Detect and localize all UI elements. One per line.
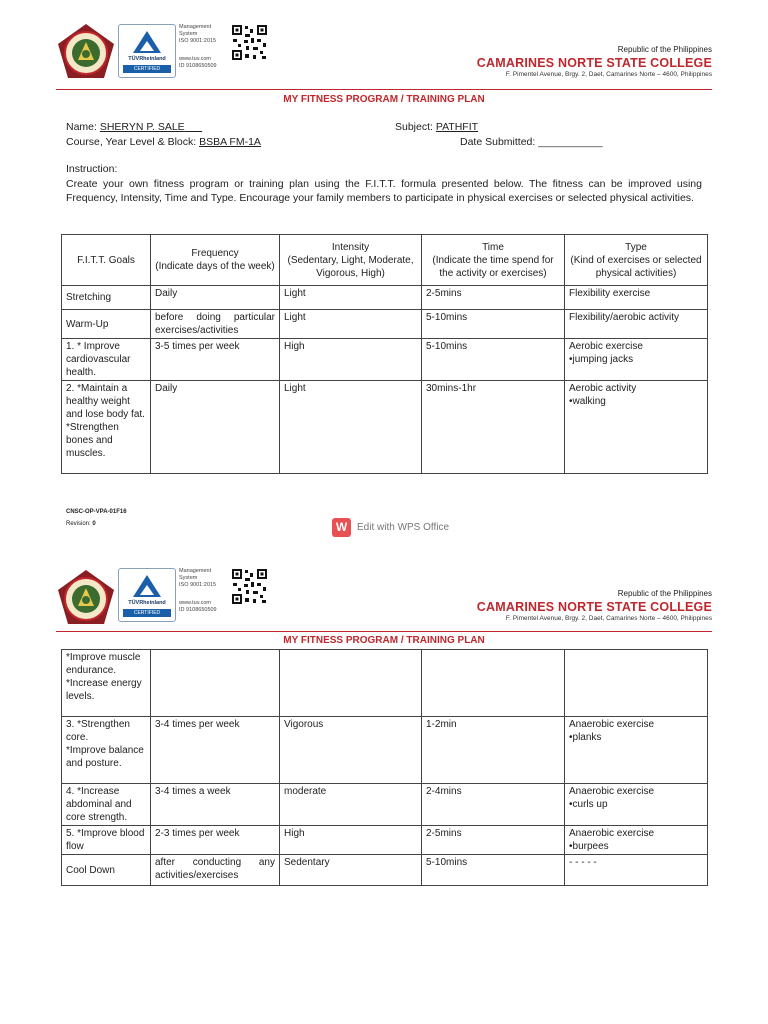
header-intensity: Intensity (Sedentary, Light, Moderate, Vigorous, High) (280, 235, 422, 286)
fitt-table-page2 (61, 649, 708, 886)
header-divider (56, 631, 712, 632)
college-seal-logo (55, 568, 117, 628)
college-header (477, 45, 712, 78)
edit-with-wps-link[interactable] (332, 518, 449, 537)
table-row: 2. *Maintain a healthy weight and lose body fat. *Strengthen bones and muscles. Daily Light 30mins-1hr Aerobic activity •walking (62, 381, 708, 474)
management-system-text: Management System ISO 9001:2015 www.tuv.com ID 9108650509 (179, 24, 217, 69)
tuv-brand: TÜVRheinland (128, 56, 166, 62)
fitt-table-page1 (61, 234, 708, 474)
date-value: ___________ (538, 136, 603, 148)
course-value: BSBA FM-1A (199, 136, 261, 148)
college-name: CAMARINES NORTE STATE COLLEGE (476, 56, 712, 70)
table-row: 1. * Improve cardiovascular health. 3-5 times per week High 5-10mins Aerobic exercise •jumping jacks (62, 339, 708, 381)
wps-text: Edit with WPS Office (357, 522, 450, 534)
table-row: Warm-Up before doing particular exercises/activities Light 5-10mins Flexibility/aerobic activity (62, 310, 708, 339)
header-time: Time (Indicate the time spend for the activity or exercises) (422, 235, 565, 286)
tuv-certification-logo (118, 24, 176, 78)
college-seal-logo (55, 22, 117, 82)
student-name: SHERYN P. SALE (99, 121, 185, 133)
table-row: 3. *Strengthen core. *Improve balance and posture. 3-4 times per week Vigorous 1-2min Anaerobic exercise •planks (62, 717, 708, 784)
table-row: 5. *Improve blood flow 2-3 times per week High 2-5mins Anaerobic exercise •burpees (62, 826, 708, 855)
qr-code-icon (231, 24, 268, 61)
name-line: Name: SHERYN P. SALE (66, 121, 185, 133)
date-line: Date Submitted: ___________ (460, 136, 603, 148)
header-type: Type (Kind of exercises or selected physical activities) (565, 235, 708, 286)
tuv-certification-logo: TÜVRheinland CERTIFIED (118, 568, 176, 622)
college-header: Republic of the Philippines CAMARINES NORTE STATE COLLEGE F. Pimentel Avenue, Brgy. 2, Daet, Camarines Norte – 4600, Philippines (476, 589, 712, 622)
header-frequency: Frequency (Indicate days of the week) (151, 235, 280, 286)
header-goals: F.I.T.T. Goals (62, 235, 151, 286)
wps-office-icon: W (332, 518, 351, 537)
qr-code-icon (231, 568, 268, 605)
instruction-block (66, 162, 702, 206)
management-system-text: Management System ISO 9001:2015 www.tuv.com ID 9108650509 (179, 568, 217, 613)
instruction-text: Create your own fitness program or training plan using the F.I.T.T. formula presented below. The fitness can be improved using Frequency, Intensity, Time and Type. Encourage your family members to participate in physical exercises or selected physical activities. (66, 177, 702, 204)
subject-value: PATHFIT (435, 121, 479, 133)
form-code: CNSC-OP-VPA-01F16 (66, 509, 127, 515)
subject-line: Subject: PATHFIT (395, 121, 479, 133)
form-title: MY FITNESS PROGRAM / TRAINING PLAN (283, 635, 485, 646)
table-row: Cool Down after conducting any activities/exercises Sedentary 5-10mins - - - - - (62, 855, 708, 886)
instruction-label: Instruction: (66, 163, 118, 175)
table-row: 4. *Increase abdominal and core strength. 3-4 times a week moderate 2-4mins Anaerobic exercise •curls up (62, 784, 708, 826)
form-title: MY FITNESS PROGRAM / TRAINING PLAN (283, 94, 485, 105)
table-row: Stretching Daily Light 2-5mins Flexibility exercise (62, 286, 708, 310)
table-row: *Improve muscle endurance. *Increase energy levels. (62, 650, 708, 717)
course-line: Course, Year Level & Block: BSBA FM-1A (66, 136, 261, 148)
revision-line: Revision: 0 (66, 521, 96, 527)
header-divider (56, 89, 712, 90)
republic-text: Republic of the Philippines (617, 45, 712, 54)
college-address: F. Pimentel Avenue, Brgy. 2, Daet, Camarines Norte – 4600, Philippines (505, 71, 712, 78)
table-header-row (62, 235, 708, 286)
tuv-certified: CERTIFIED (123, 65, 171, 73)
